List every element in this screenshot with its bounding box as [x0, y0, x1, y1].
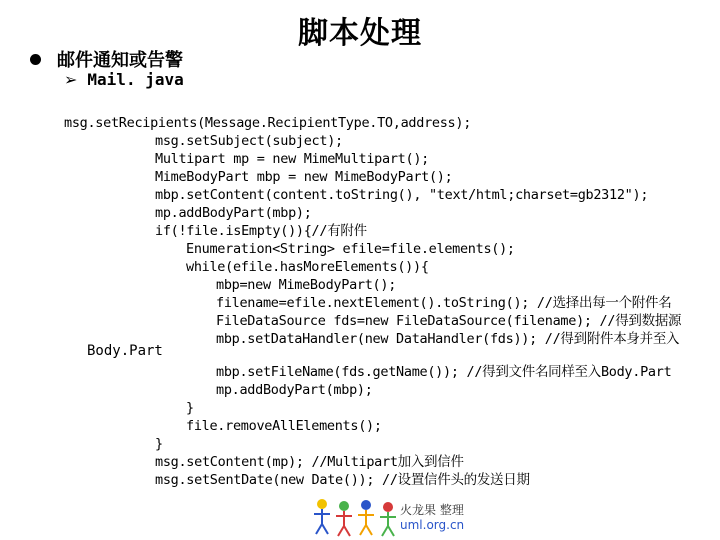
code-line: msg.setRecipients(Message.RecipientType.TO,address); — [64, 115, 472, 131]
code-line: if(!file.isEmpty()){//有附件 — [155, 223, 367, 239]
code-line: mp.addBodyPart(mbp); — [155, 205, 312, 221]
bullet-item — [30, 46, 183, 72]
slide-title: 脚本处理 — [298, 16, 422, 51]
code-line: FileDataSource fds=new FileDataSource(filename); //得到数据源 — [216, 313, 682, 329]
side-label: Body.Part — [87, 343, 163, 359]
bullet-text: 邮件通知或告警 — [57, 50, 183, 71]
sub-bullet-item — [64, 70, 184, 89]
code-line: mbp.setDataHandler(new DataHandler(fds)); //得到附件本身并至入 — [216, 331, 680, 347]
code-line: mbp.setContent(content.toString(), "text/html;charset=gb2312"); — [155, 187, 649, 203]
code-line: MimeBodyPart mbp = new MimeBodyPart(); — [155, 169, 453, 185]
code-line: filename=efile.nextElement().toString(); //选择出每一个附件名 — [216, 295, 672, 311]
arrow-bullet-icon: ➢ — [64, 70, 78, 89]
bullet-dot-icon — [30, 54, 41, 65]
logo-url: uml.org.cn — [400, 518, 465, 532]
code-line: } — [186, 400, 194, 416]
code-line: mbp.setFileName(fds.getName()); //得到文件名同样至入Body.Part — [216, 364, 672, 380]
code-line: msg.setSentDate(new Date()); //设置信件头的发送日期 — [155, 472, 530, 488]
code-line: while(efile.hasMoreElements()){ — [186, 259, 429, 275]
logo-text: 火龙果 整理 — [400, 503, 464, 517]
code-line: } — [155, 436, 163, 452]
code-line: Multipart mp = new MimeMultipart(); — [155, 151, 429, 167]
code-line: mp.addBodyPart(mbp); — [216, 382, 373, 398]
code-line: msg.setSubject(subject); — [155, 133, 343, 149]
code-line: file.removeAllElements(); — [186, 418, 382, 434]
code-line: Enumeration<String> efile=file.elements(); — [186, 241, 515, 257]
sub-bullet-text: Mail. java — [87, 70, 184, 89]
code-line: msg.setContent(mp); //Multipart加入到信件 — [155, 454, 464, 470]
code-line: mbp=new MimeBodyPart(); — [216, 277, 397, 293]
